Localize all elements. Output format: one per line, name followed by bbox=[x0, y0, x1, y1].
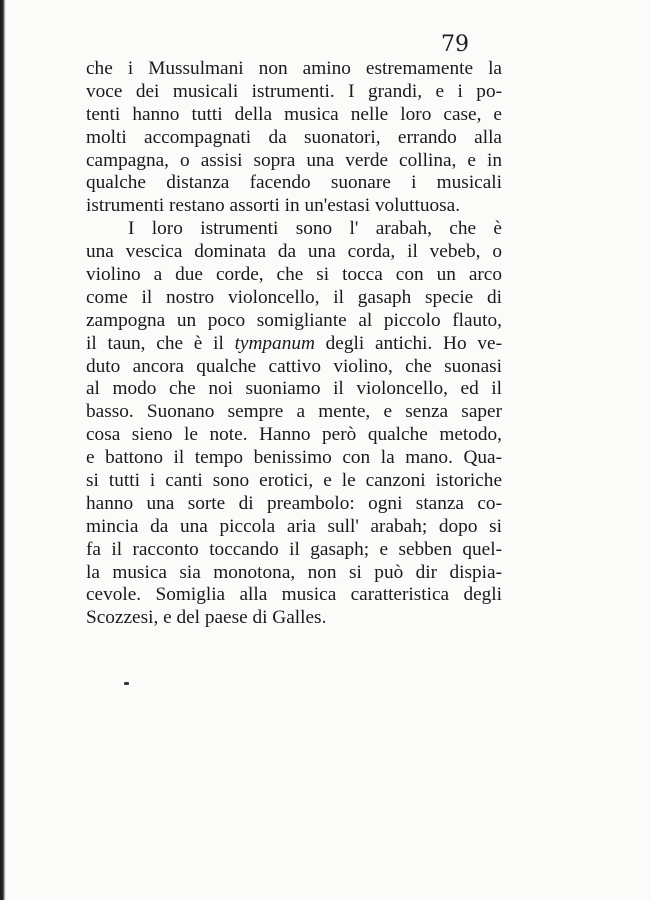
text-line: zampogna un poco somigliante al piccolo flauto, bbox=[86, 309, 502, 331]
text-line: al modo che noi suoniamo il violoncello, ed il bbox=[86, 378, 502, 400]
text-line: mincia da una piccola aria sull' arabah; dopo si bbox=[86, 515, 502, 537]
ink-speck bbox=[124, 682, 129, 685]
text-line: molti accompagnati da suonatori, errando alla bbox=[86, 126, 502, 148]
text-line: Scozzesi, e del paese di Galles. bbox=[86, 607, 327, 629]
text-line: cosa sieno le note. Hanno però qualche metodo, bbox=[86, 424, 502, 446]
text-line: violino a due corde, che si tocca con un arco bbox=[86, 264, 502, 286]
text-line: hanno una sorte di preambolo: ogni stanza co- bbox=[86, 492, 502, 514]
text-line: istrumenti restano assorti in un'estasi voluttuosa. bbox=[86, 195, 461, 217]
body-text bbox=[86, 58, 502, 630]
text-line: si tutti i canti sono erotici, e le canzoni istoriche bbox=[86, 470, 502, 492]
text-line: fa il racconto toccando il gasaph; e sebben quel- bbox=[86, 538, 502, 560]
text-line: tenti hanno tutti della musica nelle loro case, e bbox=[86, 103, 502, 125]
page-number: 79 bbox=[441, 32, 469, 57]
text-line: come il nostro violoncello, il gasaph specie di bbox=[86, 286, 502, 308]
text-line: e battono il tempo benissimo con la mano. Qua- bbox=[86, 447, 502, 469]
text-segment: degli antichi. Ho ve- bbox=[314, 332, 502, 354]
text-line: una vescica dominata da una corda, il vebeb, o bbox=[86, 241, 502, 263]
text-line: la musica sia monotona, non si può dir dispia- bbox=[86, 561, 502, 583]
text-line: basso. Suonano sempre a mente, e senza saper bbox=[86, 401, 502, 423]
text-line: qualche distanza facendo suonare i musicali bbox=[86, 172, 502, 194]
text-line: campagna, o assisi sopra una verde collina, e in bbox=[86, 149, 502, 171]
page-edge-shadow bbox=[0, 0, 6, 900]
text-line: duto ancora qualche cattivo violino, che suonasi bbox=[86, 355, 502, 377]
text-line bbox=[86, 333, 502, 356]
text-line: cevole. Somiglia alla musica caratteristica degli bbox=[86, 584, 502, 606]
text-line: I loro istrumenti sono l' arabah, che è bbox=[128, 218, 502, 240]
text-line: che i Mussulmani non amino estremamente la bbox=[86, 58, 502, 79]
italic-term: tympanum bbox=[234, 332, 315, 354]
text-line: voce dei musicali istrumenti. I grandi, e i po- bbox=[86, 80, 502, 102]
text-segment: il taun, che è il bbox=[86, 332, 235, 354]
